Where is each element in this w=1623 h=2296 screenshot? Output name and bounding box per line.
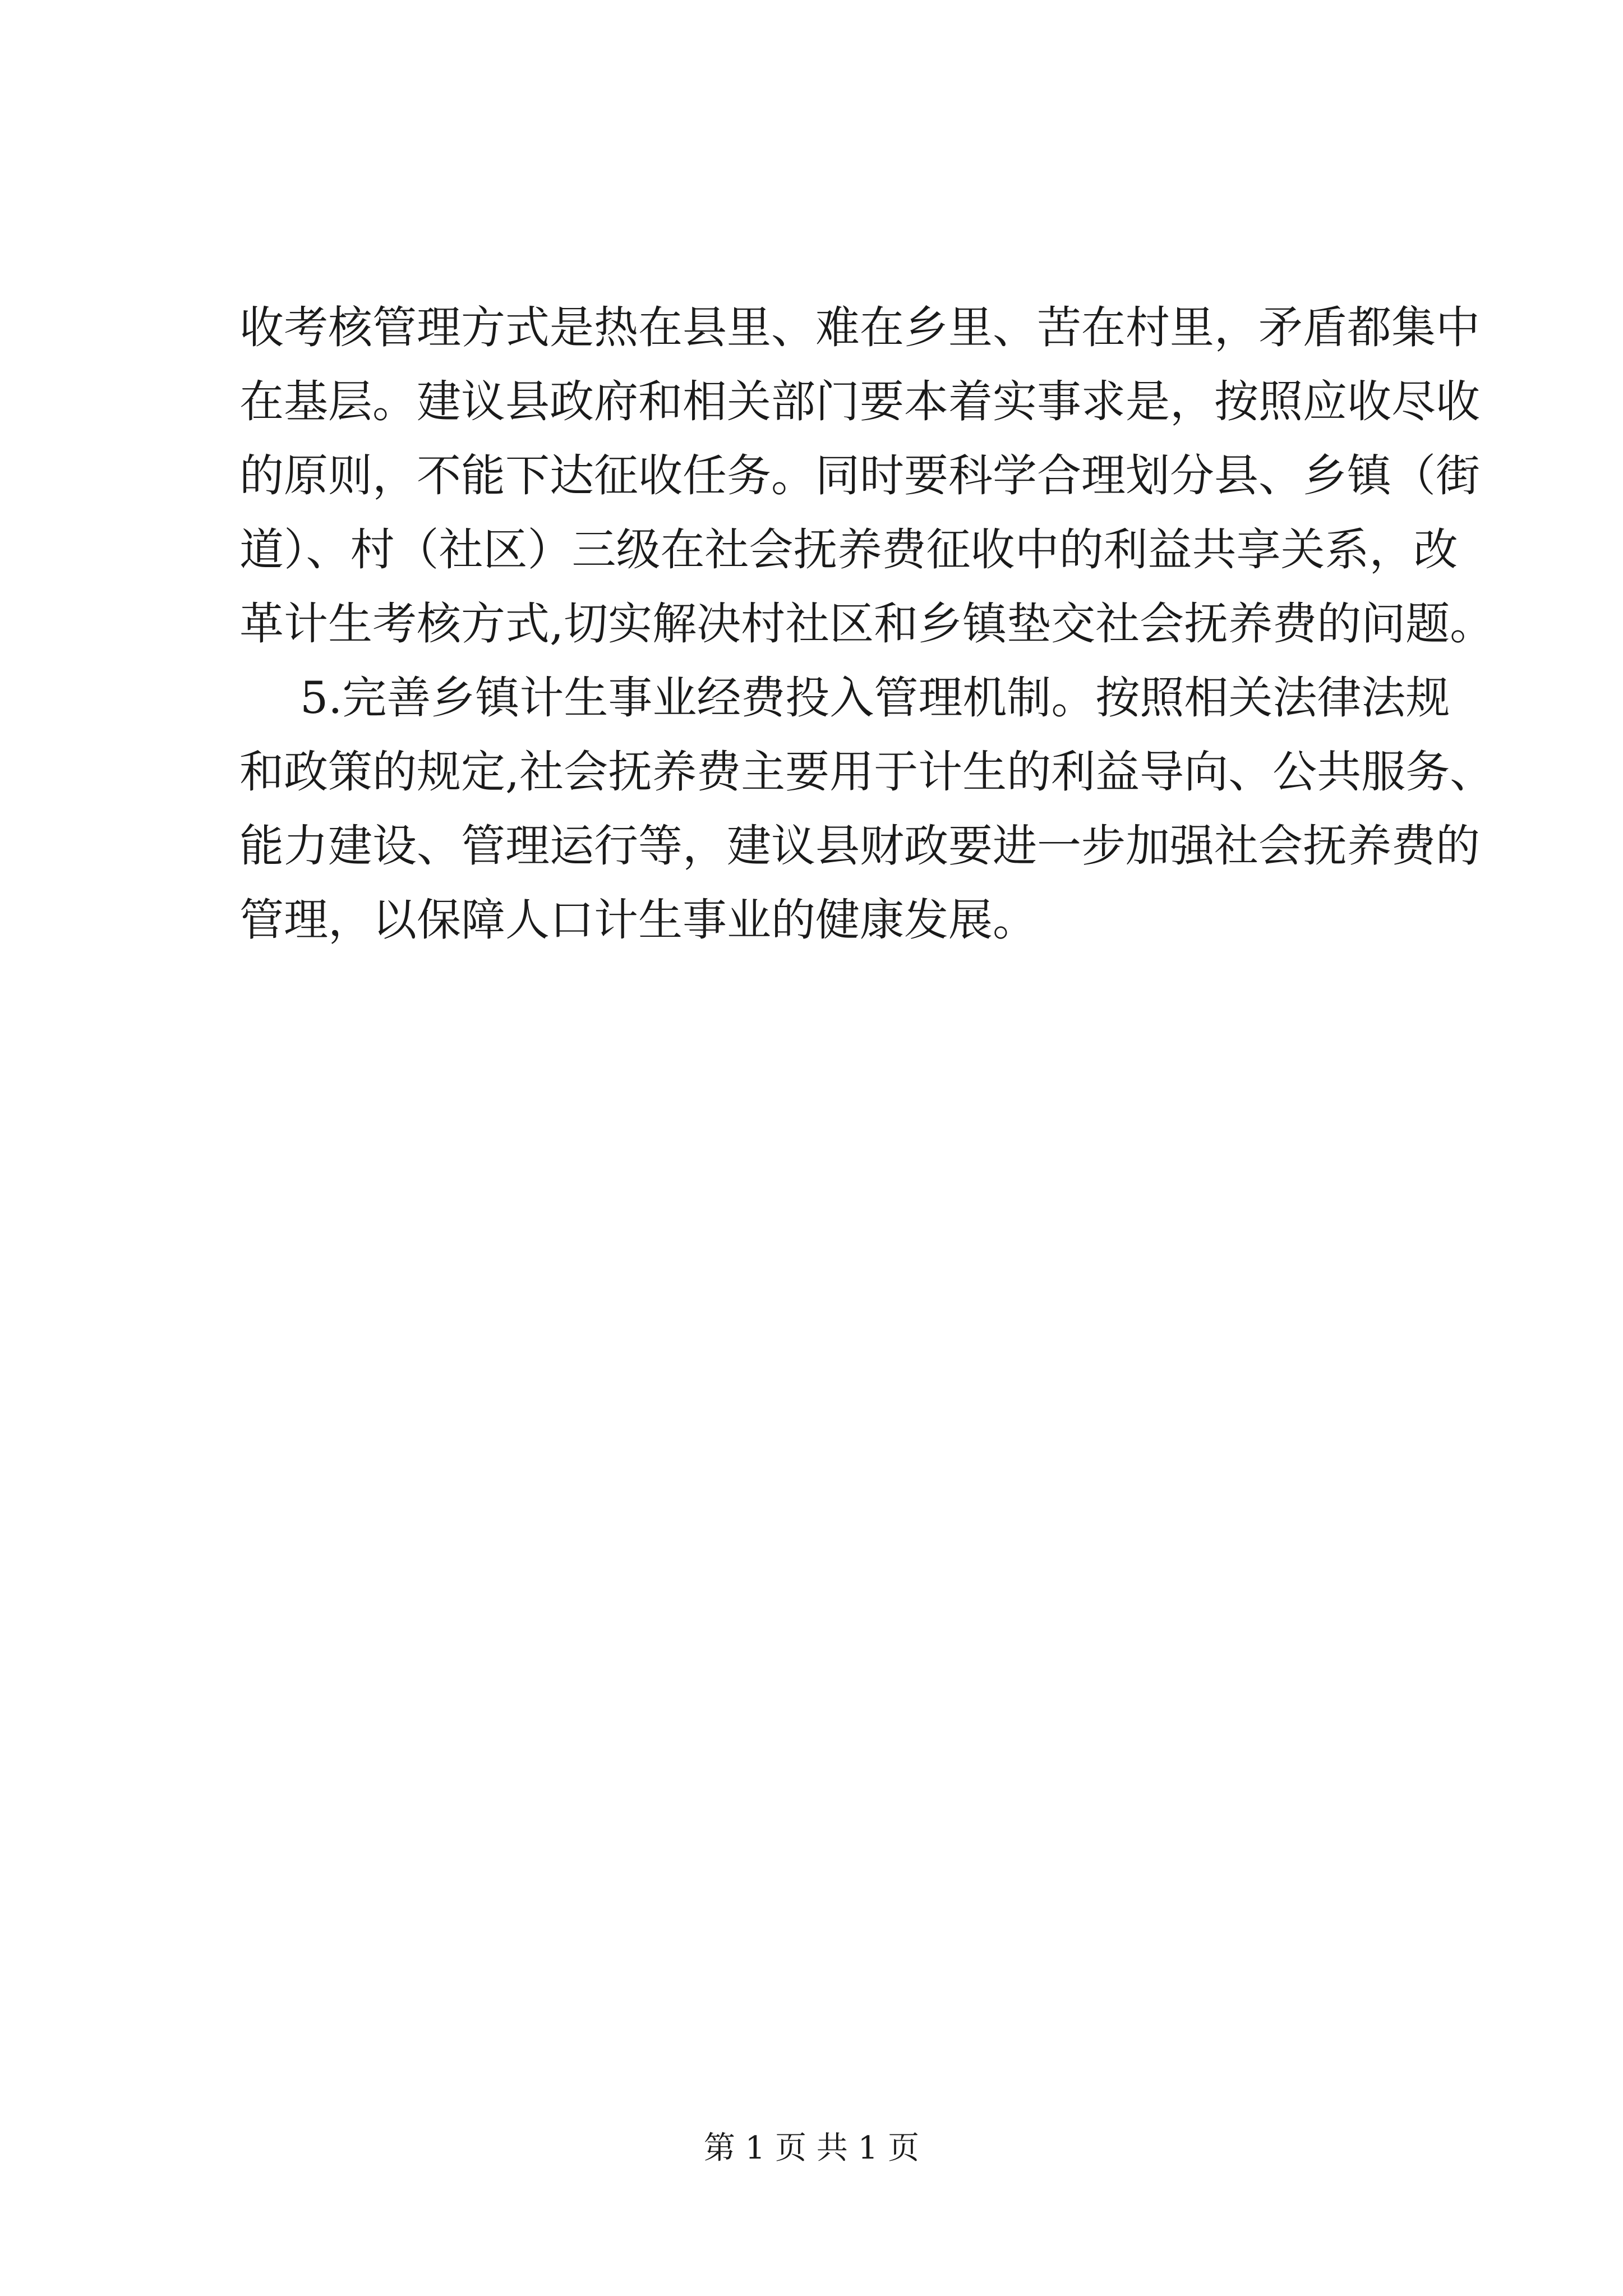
paragraph-1 [239,291,1495,661]
page-number-footer: 第 1 页 共 1 页 [703,2130,920,2166]
document-body [239,291,1495,957]
text-line: 收考核管理方式是热在县里、难在乡里、苦在村里，矛盾都集中 [239,302,1480,353]
text-line: 在基层。建议县政府和相关部门要本着实事求是，按照应收尽收 [239,376,1480,427]
text-line: 能力建设、管理运行等，建议县财政要进一步加强社会抚养费的 [239,820,1480,872]
text-line: 管理，以保障人口计生事业的健康发展。 [239,894,1037,946]
text-line: 5.完善乡镇计生事业经费投入管理机制。按照相关法律法规 [300,672,1450,724]
text-line: 道）、村（社区）三级在社会抚养费征收中的利益共享关系，改 [239,524,1458,576]
text-line: 的原则，不能下达征收任务。同时要科学合理划分县、乡镇（街 [239,450,1480,501]
paragraph-2 [239,661,1495,957]
text-line: 和政策的规定,社会抚养费主要用于计生的利益导向、公共服务、 [239,746,1495,798]
text-line: 革计生考核方式,切实解决村社区和乡镇垫交社会抚养费的问题。 [239,598,1495,650]
